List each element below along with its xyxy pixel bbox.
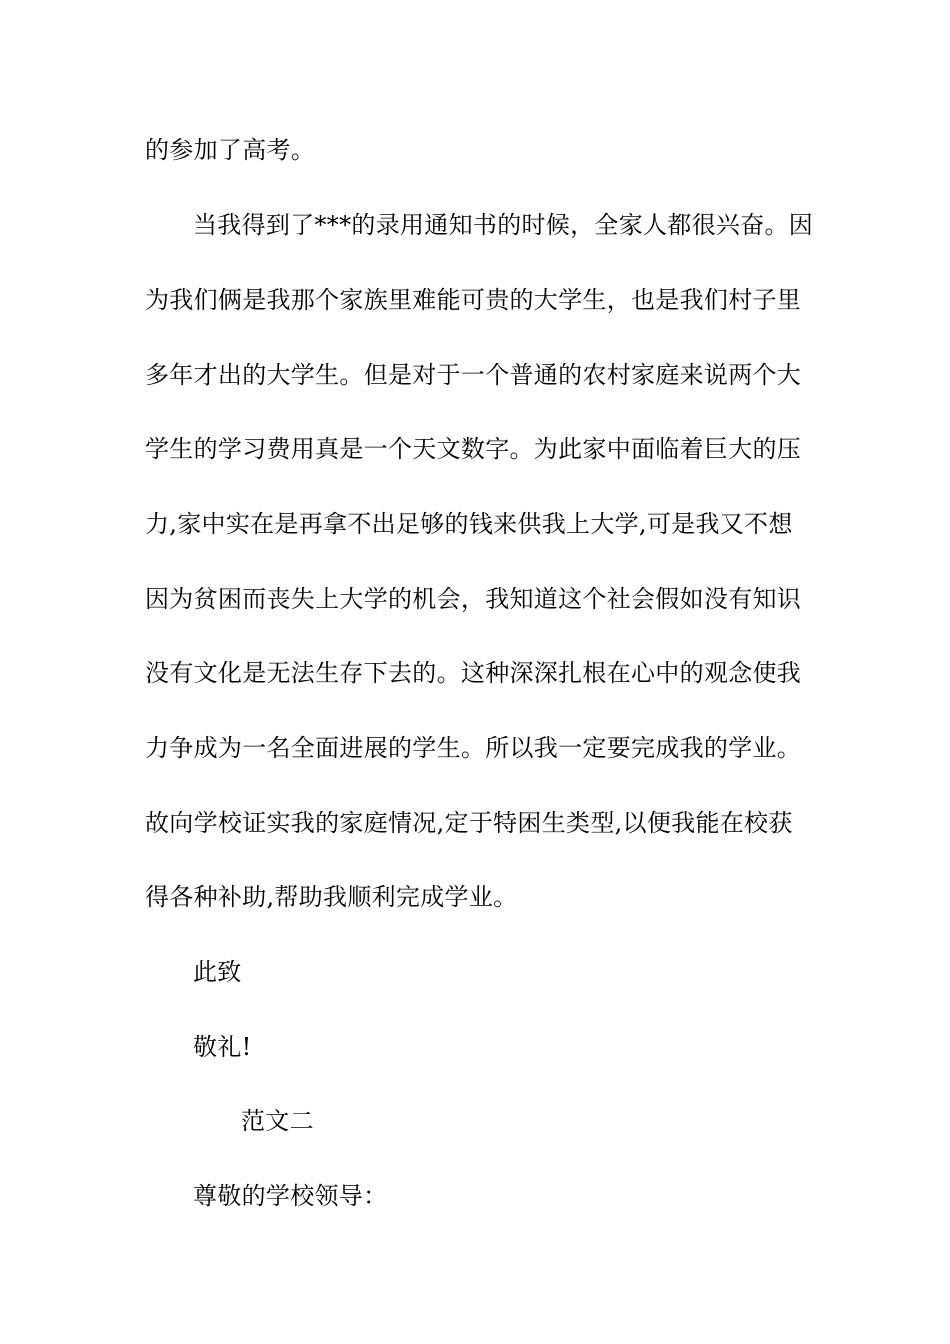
paragraph-line: 的参加了高考。 <box>145 136 316 164</box>
paragraph-line: 学生的学习费用真是一个天文数字。为此家中面临着巨大的压 <box>145 435 802 463</box>
paragraph-line: 多年才出的大学生。但是对于一个普通的农村家庭来说两个大 <box>145 361 802 389</box>
letter-greeting: 尊敬的学校领导： <box>193 1182 388 1210</box>
paragraph-line: 得各种补助,帮助我顺利完成学业。 <box>145 883 518 911</box>
paragraph-line: 因为贫困而丧失上大学的机会，我知道这个社会假如没有知识 <box>145 585 802 613</box>
closing-regards: 敬礼! <box>193 1033 252 1061</box>
section-heading: 范文二 <box>241 1107 314 1135</box>
paragraph-line: 故向学校证实我的家庭情况,定于特困生类型,以便我能在校获 <box>145 809 793 837</box>
paragraph-line: 为我们俩是我那个家族里难能可贵的大学生，也是我们村子里 <box>145 286 802 314</box>
paragraph-line: 力争成为一名全面进展的学生。所以我一定要完成我的学业。 <box>145 734 802 762</box>
paragraph-line: 没有文化是无法生存下去的。这种深深扎根在心中的观念使我 <box>145 659 802 687</box>
paragraph-line: 力,家中实在是再拿不出足够的钱来供我上大学,可是我又不想 <box>145 510 793 538</box>
closing-salutation: 此致 <box>193 958 242 986</box>
paragraph-line: 当我得到了***的录用通知书的时候，全家人都很兴奋。因 <box>193 211 814 239</box>
